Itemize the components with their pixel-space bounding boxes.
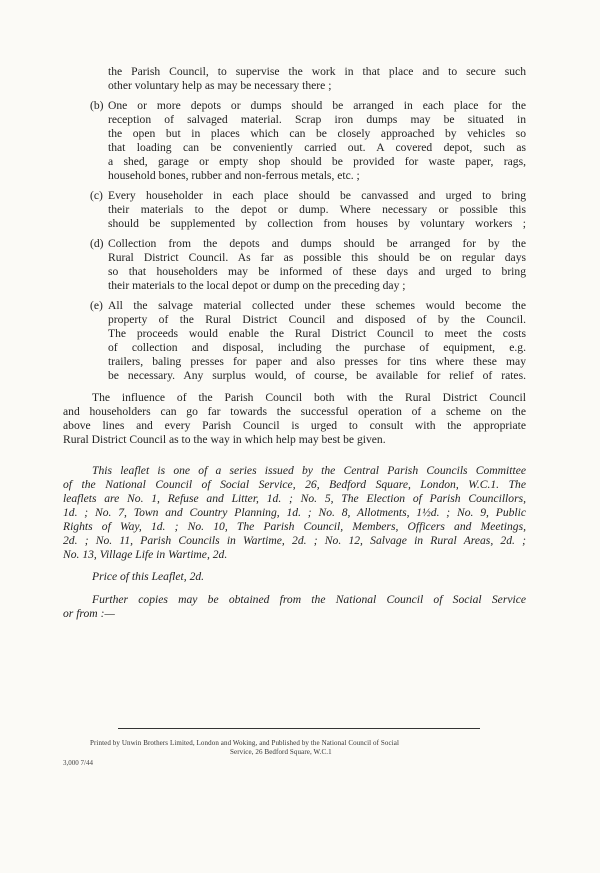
item-b-line: One or more depots or dumps should be arranged in each place for the [108, 99, 526, 112]
item-c-line: their materials to the depot or dump. Where necessary or possible this [108, 203, 526, 216]
further-line: Further copies may be obtained from the National Council of Social Service [92, 593, 526, 606]
leaflet-line: Rights of Way, 1d. ; No. 10, The Parish Council, Members, Officers and Meetings, [63, 520, 526, 533]
item-c-line: Every householder in each place should be canvassed and urged to bring [108, 189, 526, 202]
item-b-line: household bones, rubber and non-ferrous metals, etc. ; [108, 169, 360, 182]
item-e-line: The proceeds would enable the Rural District Council to meet the costs [108, 327, 526, 340]
item-d-line: their materials to the local depot or dump on the preceding day ; [108, 279, 406, 292]
leaflet-line: This leaflet is one of a series issued by the Central Parish Councils Committee [92, 464, 526, 477]
influence-line: The influence of the Parish Council both with the Rural District Council [92, 391, 526, 404]
item-e-line: be necessary. Any surplus would, of course, be available for relief of rates. [108, 369, 526, 382]
intro-line: other voluntary help as may be necessary there ; [108, 79, 332, 92]
intro-line: the Parish Council, to supervise the work in that place and to secure such [108, 65, 526, 78]
leaflet-line: leaflets are No. 1, Refuse and Litter, 1d. ; No. 5, The Election of Parish Councillors, [63, 492, 526, 505]
item-e-line: of collection and disposal, including the purchase of equipment, e.g. [108, 341, 526, 354]
footer-divider [118, 728, 480, 729]
further-line: or from :— [63, 607, 115, 620]
leaflet-line: No. 13, Village Life in Wartime, 2d. [63, 548, 228, 561]
influence-line: above lines and every Parish Council is urged to consult with the appropriate [63, 419, 526, 432]
item-e-line: All the salvage material collected under these schemes would become the [108, 299, 526, 312]
item-e-line: trailers, baling presses for paper and also presses for tins where these may [108, 355, 526, 368]
printer-imprint: Printed by Unwin Brothers Limited, London and Woking, and Published by the National Council of Social [90, 739, 400, 747]
influence-line: Rural District Council as to the way in which help may best be given. [63, 433, 386, 446]
printer-imprint: Service, 26 Bedford Square, W.C.1 [230, 748, 332, 756]
item-d-line: Collection from the depots and dumps should be arranged for by the [108, 237, 526, 250]
item-b-line: reception of salvaged material. Scrap iron dumps may be situated in [108, 113, 526, 126]
leaflet-line: of the National Council of Social Service, 26, Bedford Square, London, W.C.1. The [63, 478, 526, 491]
item-d-label: (d) [90, 237, 104, 250]
item-b-line: that loading can be conveniently carried out. A covered depot, such as [108, 141, 526, 154]
influence-line: and householders can go far towards the successful operation of a scheme on the [63, 405, 526, 418]
leaflet-line: 1d. ; No. 7, Town and Country Planning, 1d. ; No. 8, Allotments, 1½d. ; No. 9, Public [63, 506, 526, 519]
item-d-line: Rural District Council. As far as possible this should be on regular days [108, 251, 526, 264]
item-d-line: so that householders may be informed of these days and urged to bring [108, 265, 526, 278]
print-code: 3,000 7/44 [63, 759, 93, 767]
item-b-label: (b) [90, 99, 104, 112]
price-text: Price of this Leaflet, 2d. [92, 570, 205, 583]
leaflet-line: 2d. ; No. 11, Parish Councils in Wartime, 2d. ; No. 12, Salvage in Rural Areas, 2d. ; [63, 534, 526, 547]
item-b-line: a shed, garage or empty shop should be provided for waste paper, rags, [108, 155, 526, 168]
item-c-label: (c) [90, 189, 103, 202]
item-c-line: should be supplemented by collection from houses by voluntary workers ; [108, 217, 526, 230]
item-e-label: (e) [90, 299, 103, 312]
item-b-line: the open but in places which can be closely approached by vehicles so [108, 127, 526, 140]
item-e-line: property of the Rural District Council and disposed of by the Council. [108, 313, 526, 326]
